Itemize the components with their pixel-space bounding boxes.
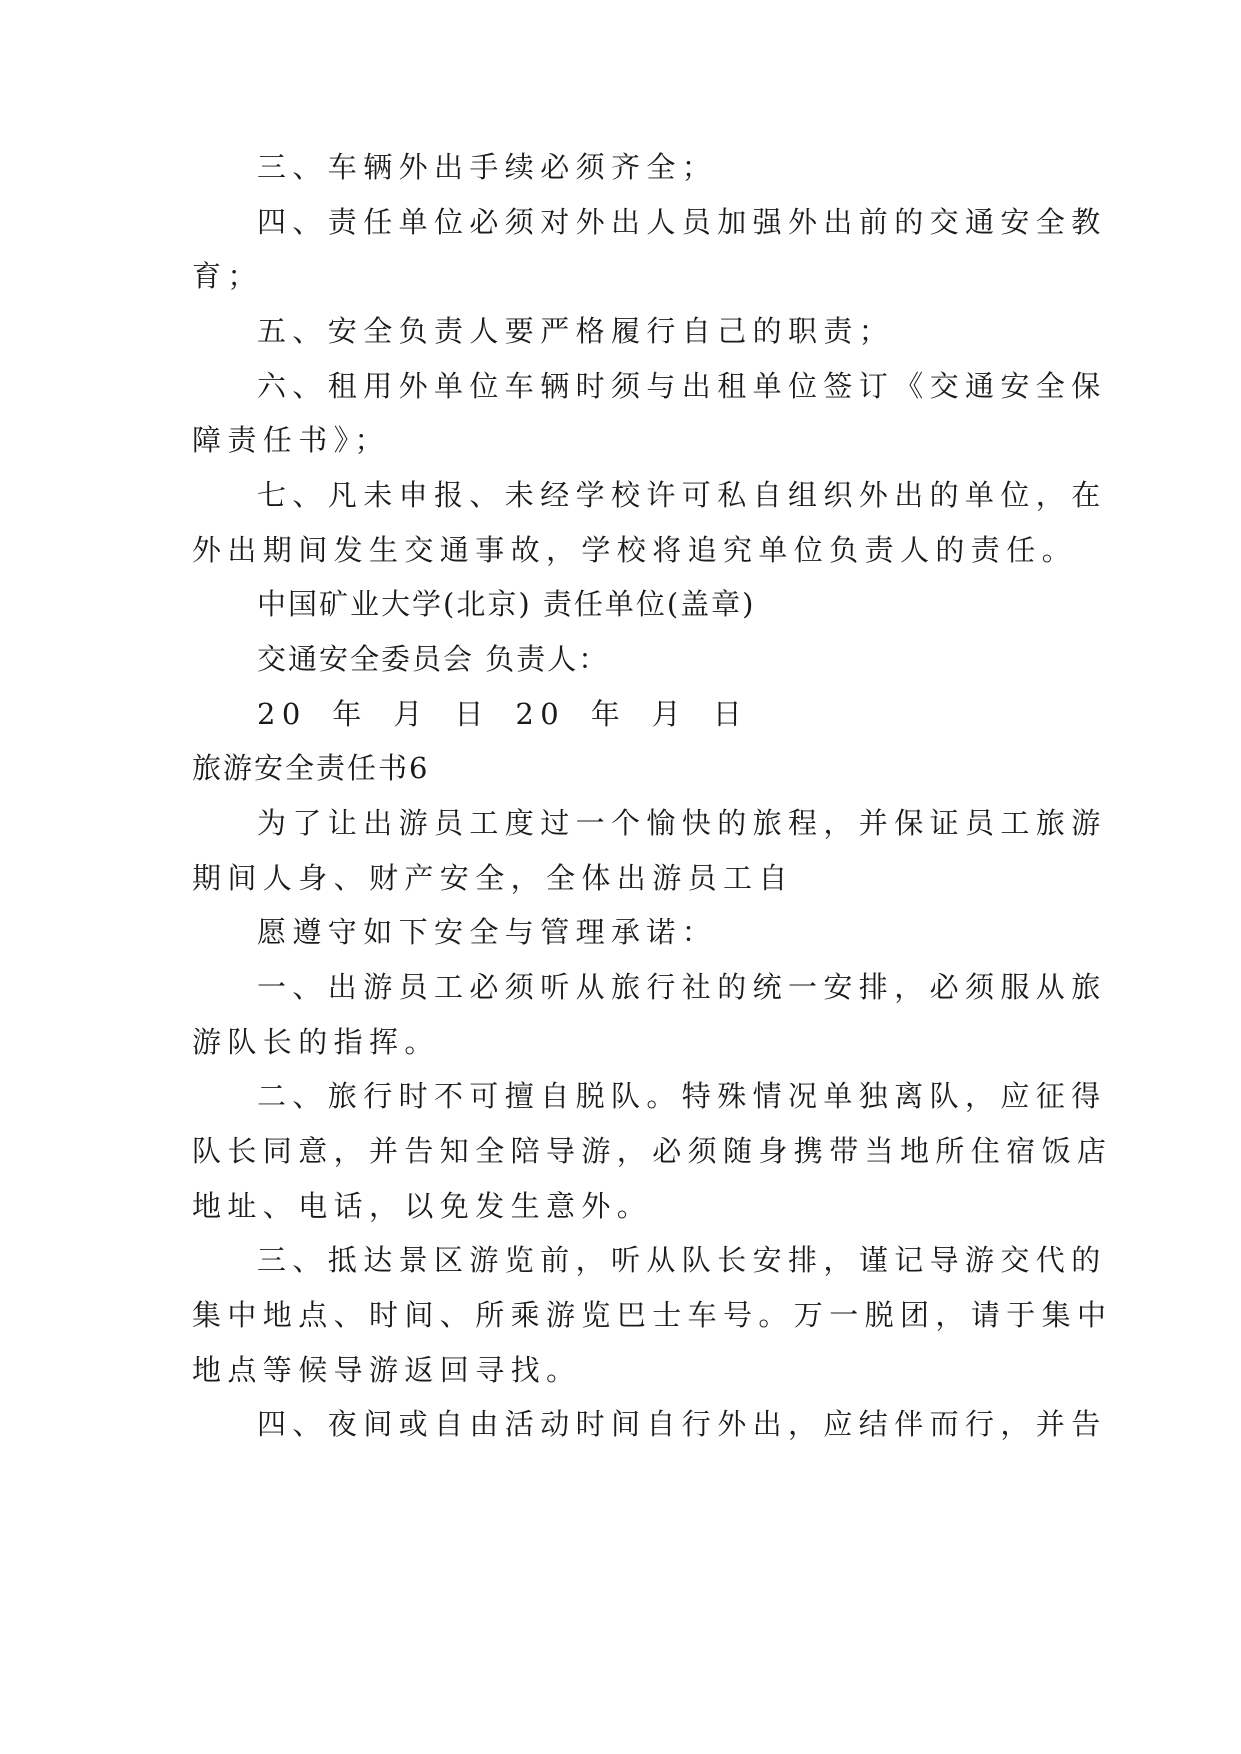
section-title: 旅游安全责任书6 — [192, 751, 430, 785]
paragraph-line: 三、车辆外出手续必须齐全； — [257, 150, 718, 184]
paragraph-line: 外出期间发生交通事故，学校将追究单位负责人的责任。 — [192, 533, 1078, 567]
paragraph-line: 地点等候导游返回寻找。 — [192, 1353, 582, 1387]
paragraph-line: 二、旅行时不可擅自脱队。特殊情况单独离队，应征得 — [257, 1079, 1107, 1113]
paragraph-line: 游队长的指挥。 — [192, 1025, 440, 1059]
paragraph-line: 四、责任单位必须对外出人员加强外出前的交通安全教 — [257, 205, 1107, 239]
paragraph-line: 一、出游员工必须听从旅行社的统一安排，必须服从旅 — [257, 970, 1107, 1004]
paragraph-line: 队长同意，并告知全陪导游，必须随身携带当地所住宿饭店 — [192, 1134, 1113, 1168]
paragraph-line: 育； — [192, 259, 263, 293]
paragraph-line: 六、租用外单位车辆时须与出租单位签订《交通安全保 — [257, 369, 1107, 403]
paragraph-line: 地址、电话，以免发生意外。 — [192, 1189, 653, 1223]
paragraph-line: 五、安全负责人要严格履行自己的职责； — [257, 314, 895, 348]
paragraph-line: 三、抵达景区游览前，听从队长安排，谨记导游交代的 — [257, 1243, 1107, 1277]
paragraph-line: 集中地点、时间、所乘游览巴士车号。万一脱团，请于集中 — [192, 1298, 1113, 1332]
paragraph-line: 愿遵守如下安全与管理承诺： — [257, 915, 718, 949]
paragraph-line: 期间人身、财产安全，全体出游员工自 — [192, 861, 794, 895]
paragraph-line: 障责任书》； — [192, 423, 390, 457]
signature-line: 交通安全委员会 负责人： — [257, 642, 610, 676]
paragraph-line: 为了让出游员工度过一个愉快的旅程，并保证员工旅游 — [257, 806, 1107, 840]
signature-line: 中国矿业大学(北京) 责任单位(盖章) — [257, 587, 756, 621]
date-line: 20 年 月 日 20 年 月 日 — [257, 697, 749, 731]
paragraph-line: 七、凡未申报、未经学校许可私自组织外出的单位，在 — [257, 478, 1107, 512]
paragraph-line: 四、夜间或自由活动时间自行外出，应结伴而行，并告 — [257, 1407, 1107, 1441]
